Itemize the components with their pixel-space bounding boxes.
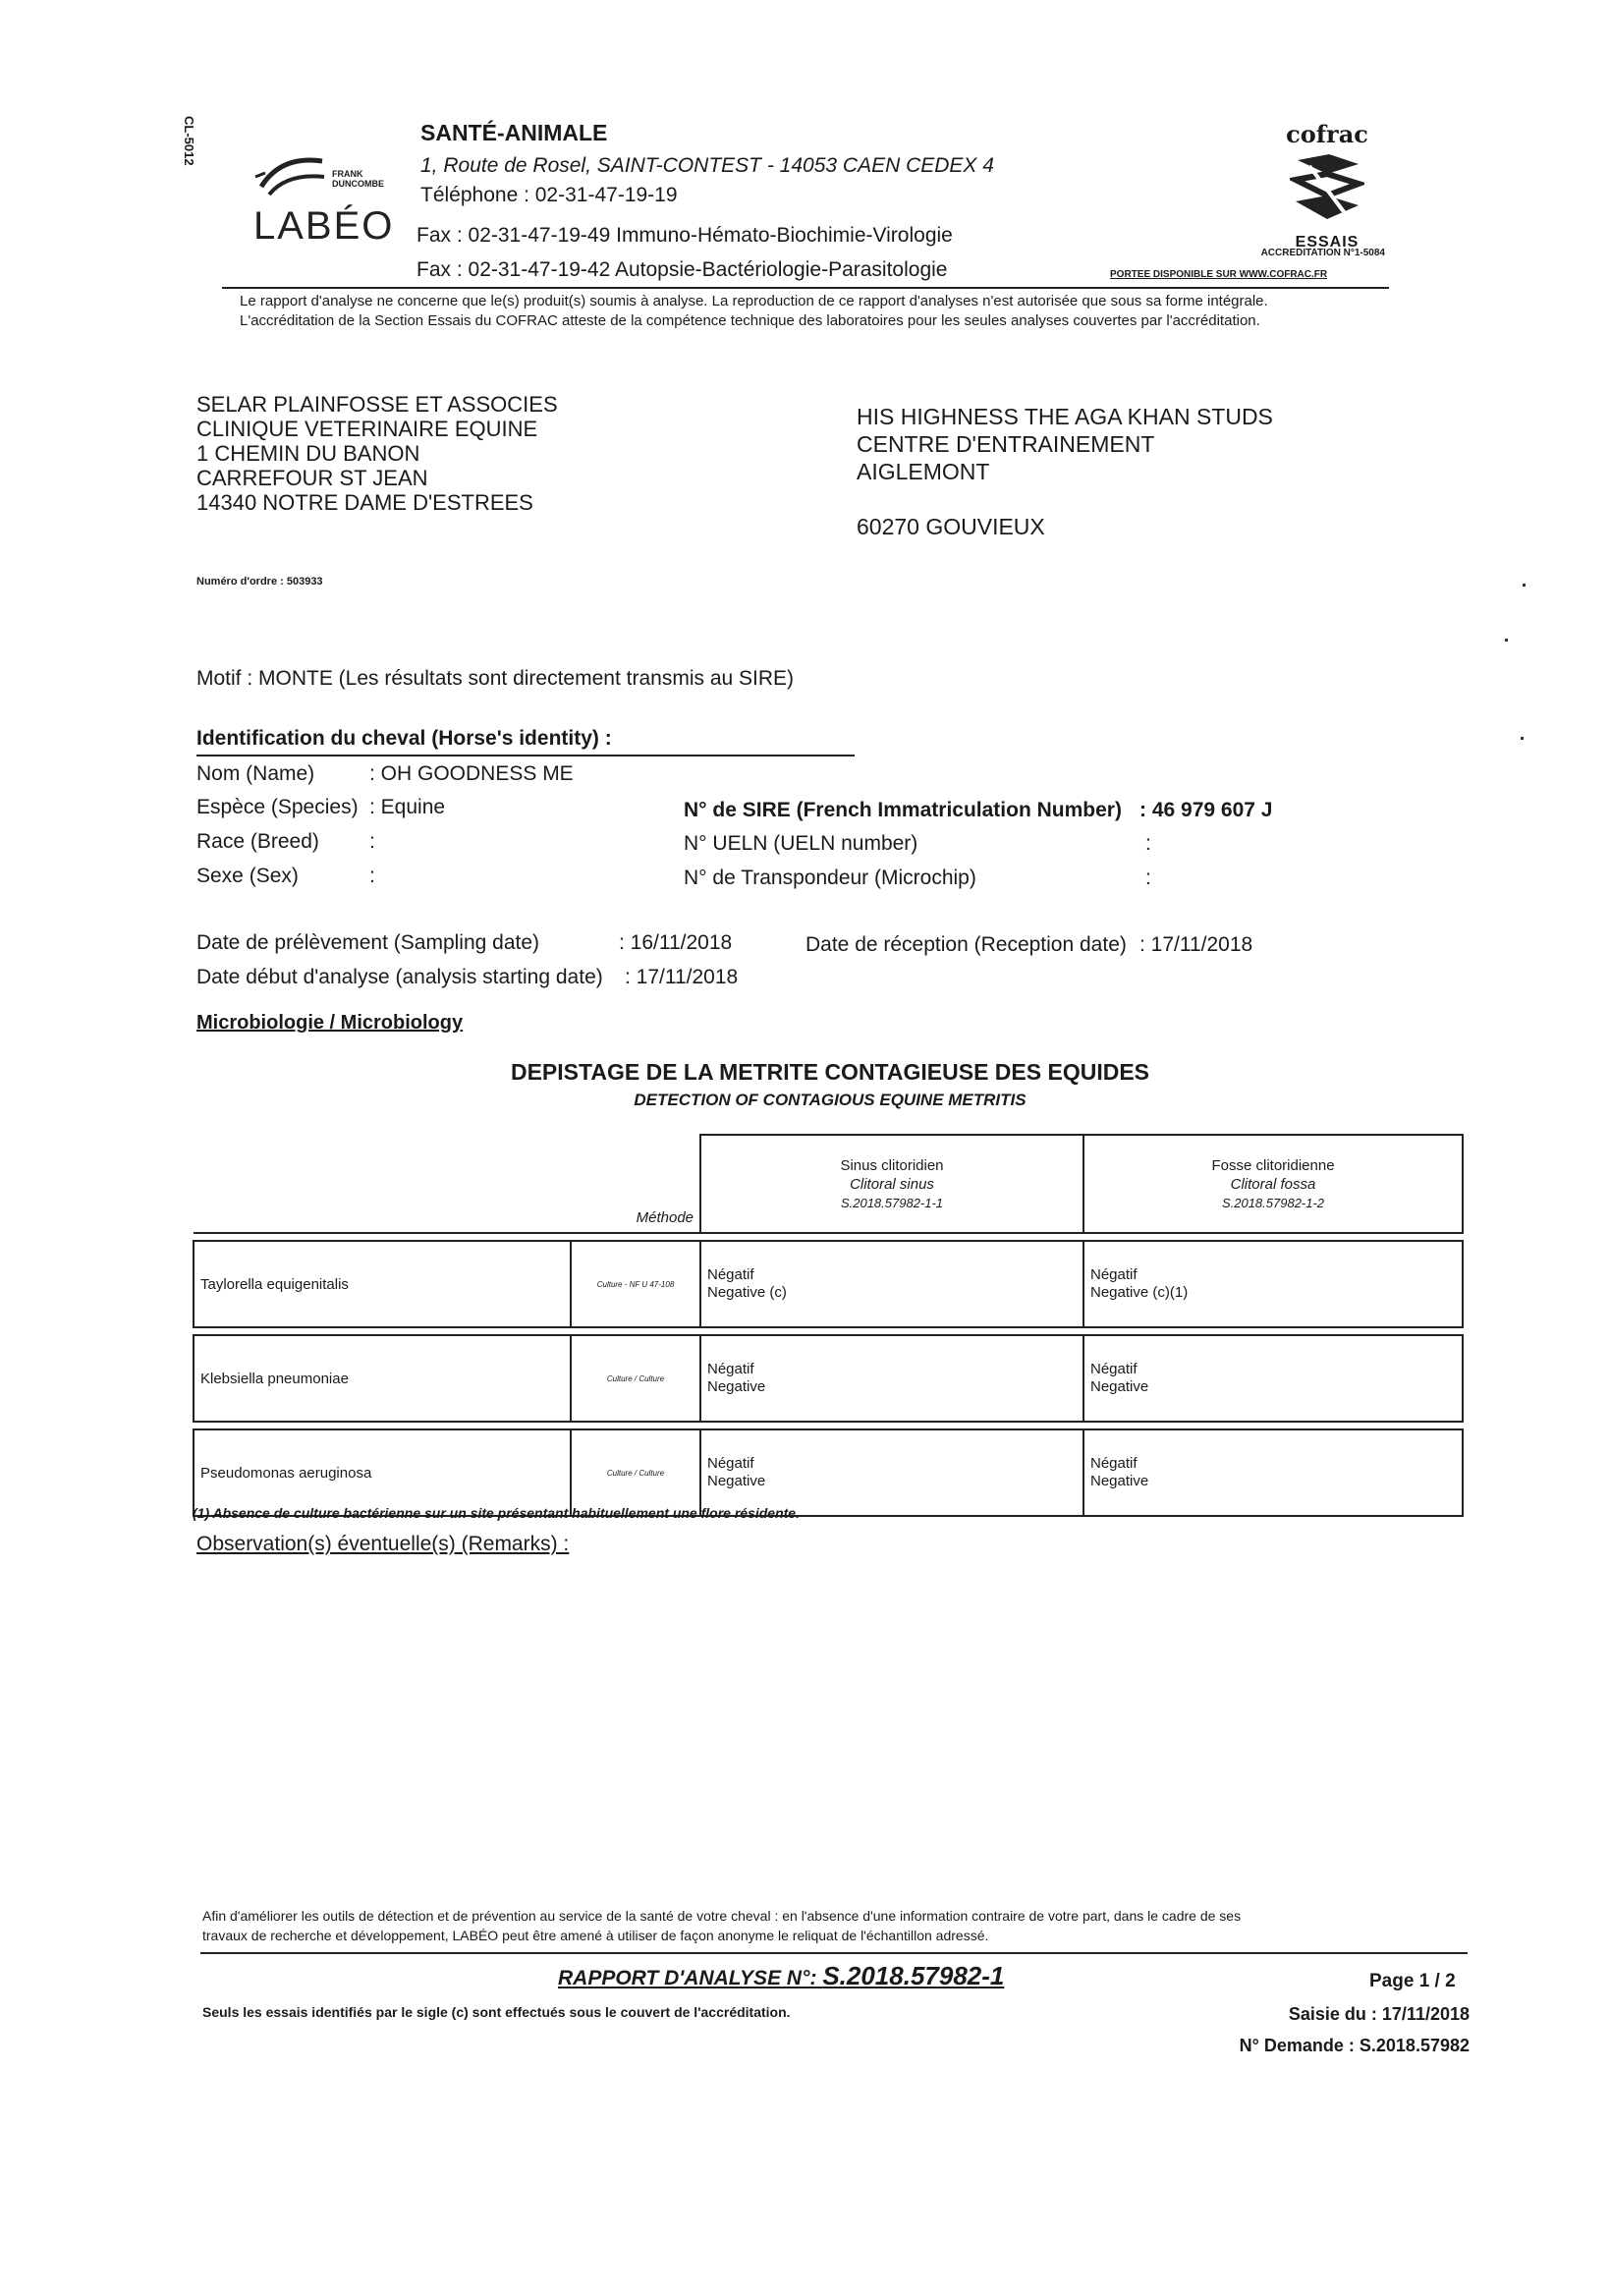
- reception-date-label: Date de réception (Reception date): [805, 933, 1127, 956]
- research-notice-line-2: travaux de recherche et développement, LABÉO peut être amené à utiliser de façon anonyme le reliquat de l'échantillon adressé.: [202, 1928, 989, 1943]
- test-subtitle: DETECTION OF CONTAGIOUS EQUINE METRITIS: [634, 1091, 1027, 1109]
- organism-name: Pseudomonas aeruginosa: [194, 1429, 571, 1516]
- sinus-ref: S.2018.57982-1-1: [840, 1195, 944, 1210]
- result-en: Negative: [1090, 1378, 1149, 1395]
- disclaimer-line-2: L'accréditation de la Section Essais du COFRAC atteste de la compétence technique des laboratoires pour les seules analyses couvertes par l'accréditation.: [240, 312, 1260, 329]
- result-fr: Négatif: [1090, 1361, 1138, 1377]
- labeo-swoosh-icon: [251, 147, 330, 202]
- order-number: Numéro d'ordre : 503933: [196, 576, 323, 588]
- sex-label: Sexe (Sex): [196, 865, 299, 887]
- result-en: Negative: [707, 1473, 766, 1489]
- sampling-date-value: : 16/11/2018: [619, 931, 733, 954]
- sampling-date-label: Date de prélèvement (Sampling date): [196, 931, 540, 954]
- breed-label: Race (Breed): [196, 830, 319, 853]
- cofrac-mark-icon: [1290, 150, 1364, 229]
- result-fr: Négatif: [1090, 1455, 1138, 1472]
- result-en: Negative: [707, 1378, 766, 1395]
- logo-subtitle: [332, 169, 384, 189]
- cofrac-logo: [1263, 120, 1391, 252]
- result-sinus: [700, 1429, 1083, 1516]
- footer-divider: [200, 1952, 1468, 1954]
- accreditation-note: Seuls les essais identifiés par le sigle (c) sont effectués sous le couvert de l'accréditation.: [202, 2004, 791, 2020]
- result-fr: Négatif: [1090, 1266, 1138, 1283]
- lab-fax-2: Fax : 02-31-47-19-42 Autopsie-Bactériologie-Parasitologie: [416, 258, 948, 281]
- lab-address: 1, Route de Rosel, SAINT-CONTEST - 14053 CAEN CEDEX 4: [420, 154, 994, 177]
- scan-speck: [1521, 737, 1524, 740]
- transponder-label: N° de Transpondeur (Microchip): [684, 867, 976, 889]
- result-fr: Négatif: [707, 1266, 754, 1283]
- result-en: Negative: [1090, 1473, 1149, 1489]
- result-sinus: [700, 1335, 1083, 1422]
- logo-brand: LABÉO: [253, 204, 395, 248]
- spacer-row: [194, 1422, 1463, 1429]
- accreditation-number: ACCREDITATION N°1-5084: [1260, 248, 1385, 258]
- report-number: [558, 1961, 1004, 1991]
- table-row: [194, 1241, 1463, 1327]
- lab-fax-1: Fax : 02-31-47-19-49 Immuno-Hémato-Biochimie-Virologie: [416, 224, 953, 247]
- method-header: Méthode: [636, 1209, 694, 1226]
- sinus-header: [700, 1135, 1083, 1233]
- breed-value: :: [369, 830, 375, 853]
- sex-value: :: [369, 865, 375, 887]
- sinus-title: Sinus clitoridien: [840, 1156, 944, 1174]
- fossa-title-en: Clitoral fossa: [1230, 1175, 1316, 1193]
- reception-date-value: : 17/11/2018: [1139, 933, 1253, 956]
- method-cell: Culture / Culture: [571, 1335, 700, 1422]
- blank-header-cell: [194, 1135, 571, 1233]
- request-number: N° Demande : S.2018.57982: [1239, 2036, 1470, 2055]
- sinus-title-en: Clitoral sinus: [850, 1175, 934, 1193]
- identification-title: Identification du cheval (Horse's identity) :: [196, 727, 855, 756]
- recipient-city: 60270 GOUVIEUX: [857, 514, 1045, 539]
- research-notice-line-1: Afin d'améliorer les outils de détection et de prévention au service de la santé de votre cheval : en l'absence d'une information contraire de votre part, dans le cadre de ses: [202, 1908, 1242, 1924]
- table-row: [194, 1429, 1463, 1516]
- result-sinus: [700, 1241, 1083, 1327]
- scan-speck: [1523, 584, 1526, 587]
- lab-name: SANTÉ-ANIMALE: [420, 120, 608, 145]
- table-footnote: (1) Absence de culture bactérienne sur un site présentant habituellement une flore résidente.: [193, 1505, 800, 1521]
- logo-sub-line2: DUNCOMBE: [332, 179, 384, 189]
- method-cell: Culture / Culture: [571, 1429, 700, 1516]
- result-en: Negative (c)(1): [1090, 1284, 1189, 1301]
- fossa-title: Fosse clitoridienne: [1211, 1156, 1335, 1174]
- cofrac-essais: ESSAIS: [1295, 234, 1360, 251]
- document-code: CL-5012: [182, 116, 196, 166]
- remarks-label: [196, 1533, 569, 1556]
- name-value: : OH GOODNESS ME: [369, 762, 574, 785]
- organism-name: Taylorella equigenitalis: [194, 1241, 571, 1327]
- result-fr: Négatif: [707, 1361, 754, 1377]
- fossa-header: [1083, 1135, 1463, 1233]
- results-table: [193, 1134, 1464, 1517]
- result-fossa: [1083, 1241, 1463, 1327]
- sire-value: : 46 979 607 J: [1139, 799, 1273, 821]
- name-label: Nom (Name): [196, 762, 315, 785]
- test-title: DEPISTAGE DE LA METRITE CONTAGIEUSE DES EQUIDES: [510, 1059, 1150, 1085]
- motif: Motif : MONTE (Les résultats sont directement transmis au SIRE): [196, 667, 795, 690]
- spacer-row: [194, 1327, 1463, 1335]
- report-number-value: S.2018.57982-1: [822, 1961, 1005, 1990]
- section-title: Microbiologie / Microbiology: [196, 1012, 464, 1034]
- sender-address: SELAR PLAINFOSSE ET ASSOCIES CLINIQUE VETERINAIRE EQUINE 1 CHEMIN DU BANON CARREFOUR ST JEAN 14340 NOTRE DAME D'ESTREES: [196, 392, 558, 515]
- ueln-label: N° UELN (UELN number): [684, 832, 918, 855]
- result-fossa: [1083, 1335, 1463, 1422]
- scan-speck: [1505, 639, 1508, 642]
- method-cell: Culture - NF U 47-108: [571, 1241, 700, 1327]
- report-number-label: RAPPORT D'ANALYSE N°:: [558, 1967, 817, 1989]
- table-row: [194, 1335, 1463, 1422]
- labeo-logo: [246, 145, 432, 253]
- species-label: Espèce (Species): [196, 796, 359, 818]
- spacer-row: [194, 1233, 1463, 1241]
- lab-phone: Téléphone : 02-31-47-19-19: [420, 184, 678, 206]
- recipient-address: HIS HIGHNESS THE AGA KHAN STUDS CENTRE D'ENTRAINEMENT AIGLEMONT: [857, 404, 1273, 484]
- ueln-value: :: [1145, 832, 1151, 855]
- result-fr: Négatif: [707, 1455, 754, 1472]
- cofrac-name: cofrac: [1286, 120, 1368, 148]
- logo-sub-line1: FRANK: [332, 169, 363, 179]
- organism-name: Klebsiella pneumoniae: [194, 1335, 571, 1422]
- accreditation-scope: PORTEE DISPONIBLE SUR WWW.COFRAC.FR: [1110, 269, 1328, 280]
- disclaimer-line-1: Le rapport d'analyse ne concerne que le(s) produit(s) soumis à analyse. La reproduction de ce rapport d'analyses n'est autorisée que sous sa forme intégrale.: [240, 293, 1268, 309]
- page-number: Page 1 / 2: [1369, 1971, 1456, 1991]
- result-fossa: [1083, 1429, 1463, 1516]
- fossa-ref: S.2018.57982-1-2: [1221, 1195, 1325, 1210]
- analysis-date-label: Date début d'analyse (analysis starting date): [196, 966, 603, 988]
- entry-date: Saisie du : 17/11/2018: [1288, 2004, 1470, 2024]
- species-value: : Equine: [369, 796, 446, 818]
- analysis-date-value: : 17/11/2018: [625, 966, 739, 988]
- header-divider: [222, 287, 1389, 289]
- sire-label: N° de SIRE (French Immatriculation Number): [684, 799, 1122, 821]
- results-header-row: [194, 1135, 1463, 1233]
- transponder-value: :: [1145, 867, 1151, 889]
- result-en: Negative (c): [707, 1284, 787, 1301]
- remarks-text: Observation(s) éventuelle(s) (Remarks) :: [196, 1533, 570, 1555]
